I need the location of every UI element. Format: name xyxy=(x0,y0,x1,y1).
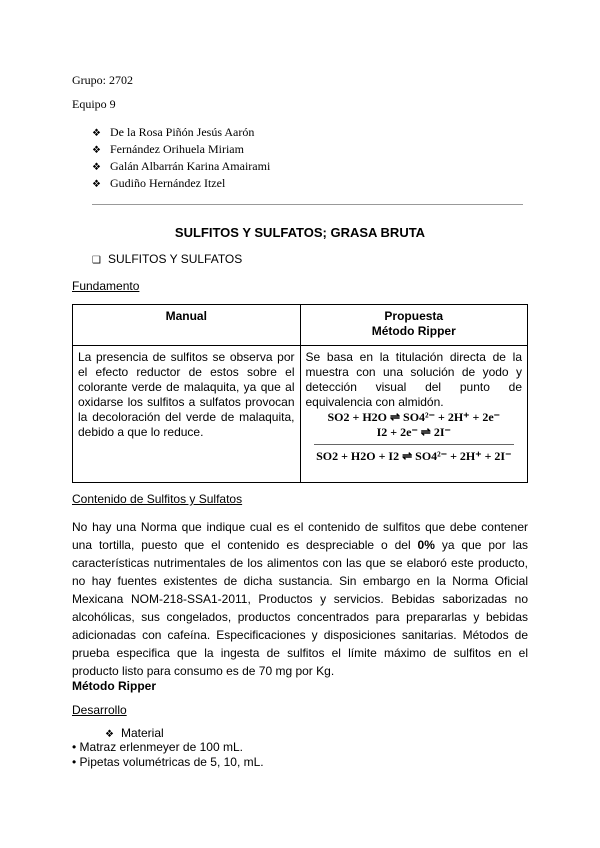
list-item: ❖ De la Rosa Piñón Jesús Aarón xyxy=(92,124,270,141)
equation-1: SO2 + H2O ⇌ SO4²⁻ + 2H⁺ + 2e⁻ xyxy=(327,410,500,424)
list-item: ❖ Gudiño Hernández Itzel xyxy=(92,175,270,192)
diamond-bullet-icon: ❖ xyxy=(92,145,101,156)
metodo-heading: Método Ripper xyxy=(72,679,156,693)
desarrollo-heading: Desarrollo xyxy=(72,703,127,717)
contenido-heading: Contenido de Sulfitos y Sulfatos xyxy=(72,492,243,506)
diamond-bullet-icon: ❖ xyxy=(92,128,101,139)
material-label: Material xyxy=(121,726,164,740)
group-label: Grupo: 2702 xyxy=(72,73,133,87)
manual-cell: La presencia de sulfitos se observa por el efecto reductor de estos sobre el colorante verde de malaquita, ya que al oxidarse los sulfitos a sulfatos provocan la decoloración del verde de malaquita, debido a que lo reduce. xyxy=(73,346,301,483)
checkbox-bullet-icon: ❑ xyxy=(92,255,101,266)
list-item: ❖ Galán Albarrán Karina Amairami xyxy=(92,158,270,175)
divider xyxy=(92,204,523,205)
contenido-paragraph: No hay una Norma que indique cual es el contenido de sulfitos que debe contener una tortilla, puesto que el contenido es despreciable o del 0% ya que por las características nutrimentales de los alimentos con las que se elaboró este producto, no hay fuentes existentes de dicha sustancia. Sin embargo en la Norma Oficial Mexicana NOM-218-SSA1-2011, Productos y servicios. Bebidas saborizadas no alcohólicas, sus congelados, productos concentrados para prepararlas y bebidas adicionadas con cafeína. Especificaciones y disposiciones sanitarias. Métodos de prueba especifica que la ingesta de sulfitos el límite máximo de sulfitos en el producto listo para consumo es de 70 mg por Kg. xyxy=(72,520,529,678)
ripper-cell: Se basa en la titulación directa de la muestra con una solución de yodo y detección visual del punto de equivalencia con almidón. SO2 + H2O ⇌ SO4²⁻ + 2H⁺ + 2e⁻ I2 + 2e⁻ ⇌ 2I⁻ SO2 + H2O + I2 ⇌ SO4²⁻ + 2H⁺ + 2I⁻ xyxy=(300,346,528,483)
member-list xyxy=(92,124,270,192)
section-label: SULFITOS Y SULFATOS xyxy=(108,252,243,266)
list-item: ❖ Fernández Orihuela Miriam xyxy=(92,141,270,158)
header-manual: Manual xyxy=(73,305,301,346)
diamond-bullet-icon: ❖ xyxy=(92,179,101,190)
document-title: SULFITOS Y SULFATOS; GRASA BRUTA xyxy=(174,225,426,240)
equation-3: SO2 + H2O + I2 ⇌ SO4²⁻ + 2H⁺ + 2I⁻ xyxy=(316,449,512,463)
list-item: • Matraz erlenmeyer de 100 mL. xyxy=(72,740,243,754)
fundamento-heading: Fundamento xyxy=(72,279,140,293)
diamond-bullet-icon: ❖ xyxy=(92,162,101,173)
equation-divider xyxy=(314,444,515,445)
header-propuesta: Propuesta Método Ripper xyxy=(300,305,528,346)
comparison-table xyxy=(72,304,528,483)
equation-2: I2 + 2e⁻ ⇌ 2I⁻ xyxy=(376,425,451,439)
team-label: Equipo 9 xyxy=(72,97,116,111)
diamond-bullet-icon: ❖ xyxy=(105,729,114,740)
list-item: • Pipetas volumétricas de 5, 10, mL. xyxy=(72,755,264,769)
